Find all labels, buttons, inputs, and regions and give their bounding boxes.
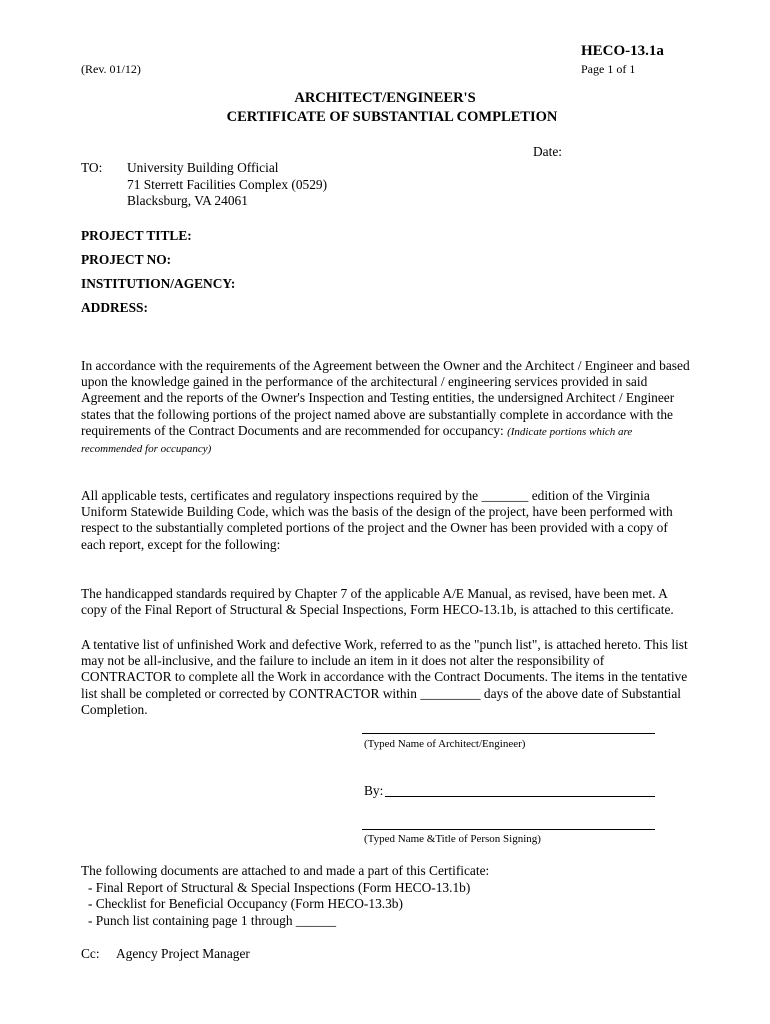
date-label: Date: <box>533 144 562 159</box>
attachments-intro: The following documents are attached to and made a part of this Certificate: <box>81 863 490 878</box>
revision-label: (Rev. 01/12) <box>81 62 141 76</box>
to-line-3: Blacksburg, VA 24061 <box>127 193 248 208</box>
cc-label: Cc: <box>81 946 100 961</box>
typed-title-line[interactable] <box>362 829 655 830</box>
paragraph-punch-list <box>81 637 693 718</box>
signature-line[interactable] <box>385 796 655 797</box>
paragraph-tests-text-b: edition of the Virginia Uniform Statewide Building Code, which was the basis of the design of the project, have been performed with respect to the substantially completed portions of the project and the Owner has been provided with a copy of each report, except for the following: <box>81 488 673 552</box>
paragraph-punch-text-a: A tentative list of unfinished Work and defective Work, referred to as the "punch list", is attached hereto. This list may not be all-inclusive, and the failure to include an item in it does not alter the responsibility of CONTRACTOR to complete all the Work in accordance with the Contract Documents. The items in the tentative list shall be completed or corrected by CONTRACTOR within <box>81 637 688 701</box>
typed-name-label: (Typed Name of Architect/Engineer) <box>364 738 526 750</box>
edition-blank[interactable]: _______ <box>481 488 529 503</box>
page-number: Page 1 of 1 <box>581 62 636 76</box>
attachment-item: - Final Report of Structural & Special Inspections (Form HECO-13.1b) <box>88 880 471 895</box>
project-no-label: PROJECT NO: <box>81 252 172 267</box>
address-label: ADDRESS: <box>81 300 148 315</box>
paragraph-agreement <box>81 358 693 457</box>
attachment-item: - Checklist for Beneficial Occupancy (Form HECO-13.3b) <box>88 896 403 911</box>
paragraph-tests-text-a: All applicable tests, certificates and regulatory inspections required by the <box>81 488 482 503</box>
institution-label: INSTITUTION/AGENCY: <box>81 276 236 291</box>
paragraph-handicapped: The handicapped standards required by Chapter 7 of the applicable A/E Manual, as revised, have been met. A copy of the Final Report of Structural & Special Inspections, Form HECO-13.1b, is attached to this certificate. <box>81 586 674 618</box>
title-line-2: CERTIFICATE OF SUBSTANTIAL COMPLETION <box>226 109 558 125</box>
project-title-label: PROJECT TITLE: <box>81 228 192 243</box>
attachment-item-punch-list <box>88 913 336 929</box>
paragraph-agreement-note: (Indicate portions which are recommended for occupancy) <box>81 425 633 456</box>
to-label: TO: <box>81 160 103 175</box>
days-blank[interactable]: _________ <box>420 685 481 701</box>
typed-name-line[interactable] <box>362 733 655 734</box>
form-id: HECO-13.1a <box>581 43 664 59</box>
paragraph-agreement-text: In accordance with the requirements of the Agreement between the Owner and the Architect / Engineer and based upon the knowledge gained in the performance of the architectural / engineering services provided in said Agreement and the reports of the Owner's Inspection and Testing entities, the undersigned Architect / Engineer states that the following portions of the project named above are substantially complete in accordance with the requirements of the Contract Documents and are recommended for occupancy: <box>81 358 690 438</box>
typed-title-label: (Typed Name &Title of Person Signing) <box>364 833 541 845</box>
to-line-2: 71 Sterrett Facilities Complex (0529) <box>127 177 328 192</box>
title-line-1: ARCHITECT/ENGINEER'S <box>294 90 476 106</box>
cc-value: Agency Project Manager <box>116 946 250 961</box>
to-line-1: University Building Official <box>127 160 279 175</box>
by-label: By: <box>364 783 384 798</box>
paragraph-tests <box>81 488 693 553</box>
attachment-item-text: - Punch list containing page 1 through <box>88 913 296 928</box>
paragraph-punch-text-b: days of the above date of Substantial Completion. <box>81 685 681 717</box>
page-count-blank[interactable]: ______ <box>295 913 337 928</box>
